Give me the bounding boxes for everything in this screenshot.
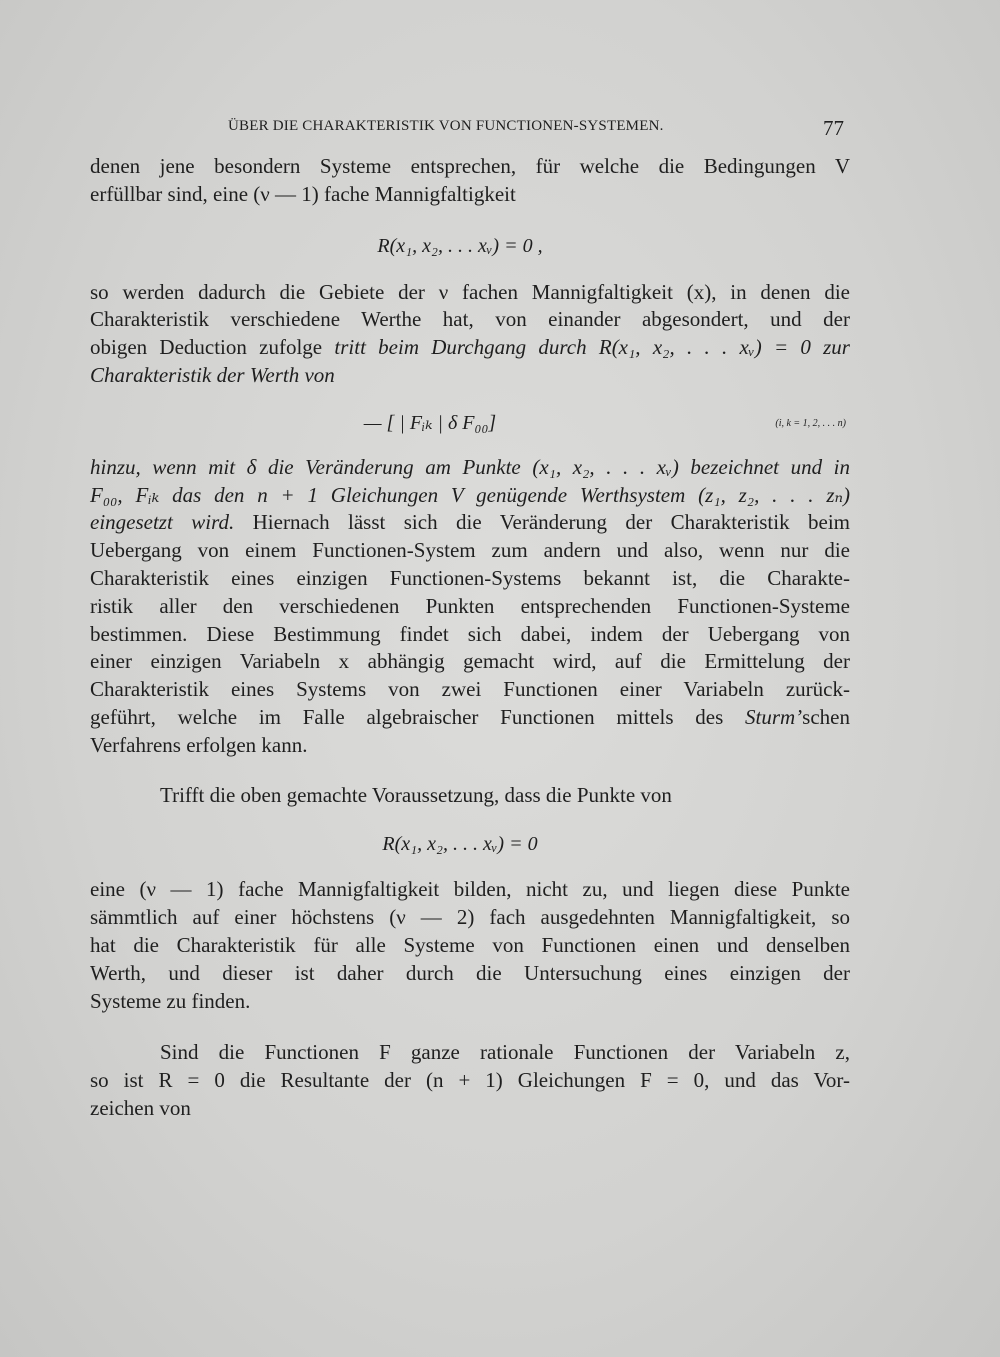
text-line: Systeme zu finden. — [90, 988, 251, 1013]
text-line: hat die Charakteristik für alle Systeme von Functionen einen und denselben — [90, 932, 850, 957]
page-body — [90, 153, 850, 1123]
formula-resultant-zero: R(x₁, x₂, . . . xᵥ) = 0 — [382, 833, 538, 856]
text-line: einer einzigen Variabeln x abhängig gemacht wird, auf die Ermittelung der — [90, 649, 850, 674]
text-line: Charakteristik eines Systems von zwei Functionen einer Variabeln zurück- — [90, 677, 850, 702]
paragraph-4 — [90, 782, 850, 810]
running-header: ÜBER DIE CHARAKTERISTIK VON FUNCTIONEN-SYSTEMEN. — [228, 118, 664, 134]
text-line: eingesetzt wird. Hiernach lässt sich die Veränderung der Charakteristik beim — [90, 510, 851, 535]
text-line: Werth, und dieser ist daher durch die Untersuchung eines einzigen der — [90, 960, 850, 985]
text-line: bestimmen. Diese Bestimmung findet sich dabei, indem der Uebergang von — [90, 621, 850, 646]
paragraph-6 — [90, 1039, 850, 1067]
text-line: Trifft die oben gemachte Voraussetzung, dass die Punkte von — [160, 782, 672, 807]
formula-characteristic-change: — [ | Fᵢₖ | δ F₀₀] — [363, 411, 497, 434]
paragraph-5 — [90, 876, 850, 1015]
text-line: Uebergang von einem Functionen-System zum andern und also, wenn nur die — [90, 538, 850, 563]
text-line: erfüllbar sind, eine (ν — 1) fache Mannigfaltigkeit — [90, 181, 516, 206]
formula-block — [90, 410, 850, 440]
formula-index-range: (i, k = 1, 2, . . . n) — [775, 417, 846, 429]
formula-resultant: R(x₁, x₂, . . . xᵥ) = 0 , — [377, 234, 543, 257]
text-line: so werden dadurch die Gebiete der ν fachen Mannigfaltigkeit (x), in denen die — [90, 279, 850, 304]
paragraph-3 — [90, 454, 850, 760]
page-number: 77 — [823, 116, 844, 140]
text-line: Charakteristik der Werth von — [90, 362, 335, 387]
text-line: Sind die Functionen F ganze rationale Functionen der Variabeln z, — [160, 1040, 850, 1065]
text-line: so ist R = 0 die Resultante der (n + 1) Gleichungen F = 0, und das Vor- — [90, 1068, 850, 1093]
text-line: Verfahrens erfolgen kann. — [90, 732, 308, 757]
text-line: hinzu, wenn mit δ die Veränderung am Punkte (x₁, x₂, . . . xᵥ) bezeichnet und in — [90, 454, 850, 479]
paragraph-6-continued — [90, 1067, 850, 1123]
text-line: obigen Deduction zufolge tritt beim Durchgang durch R(x₁, x₂, . . . xᵥ) = 0 zur — [90, 335, 850, 360]
text-line: eine (ν — 1) fache Mannigfaltigkeit bilden, nicht zu, und liegen diese Punkte — [90, 877, 850, 902]
text-line: geführt, welche im Falle algebraischer Functionen mittels des Sturm’schen — [90, 704, 850, 729]
text-line: ristik aller den verschiedenen Punkten entsprechenden Functionen-Systeme — [90, 593, 850, 618]
text-line: zeichen von — [90, 1095, 191, 1120]
text-line: denen jene besondern Systeme entsprechen, für welche die Bedingungen V — [90, 154, 850, 178]
paragraph-1 — [90, 153, 850, 209]
text-line: F₀₀, Fᵢₖ das den n + 1 Gleichungen V genügende Werthsystem (z₁, z₂, . . . zₙ) — [90, 482, 850, 507]
text-line: sämmtlich auf einer höchstens (ν — 2) fach ausgedehnten Mannigfaltigkeit, so — [90, 905, 850, 930]
text-line: Charakteristik eines einzigen Functionen-Systems bekannt ist, die Charakte- — [90, 565, 850, 590]
text-line: Charakteristik verschiedene Werthe hat, von einander abgesondert, und der — [90, 307, 850, 332]
paragraph-2 — [90, 279, 850, 390]
